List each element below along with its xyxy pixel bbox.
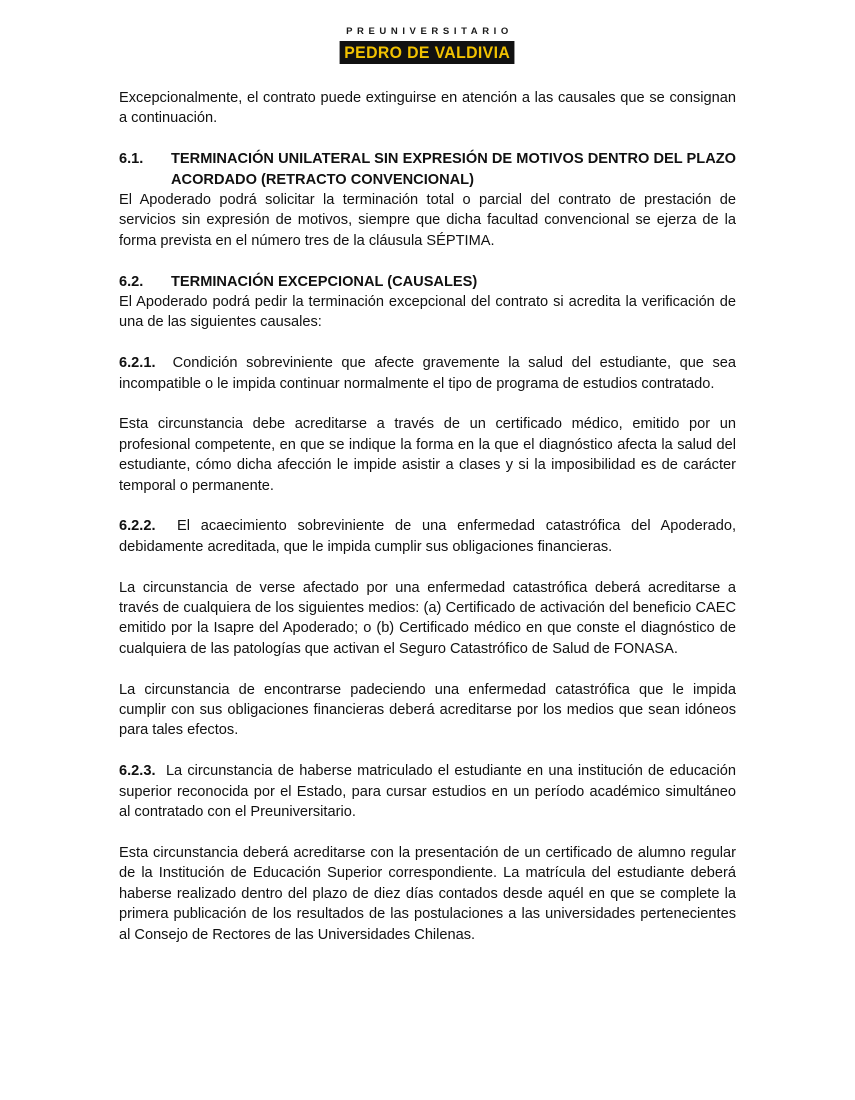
- section-6-2-number: 6.2.: [119, 273, 144, 290]
- logo-top-text: PREUNIVERSITARIO: [346, 26, 513, 37]
- intro-paragraph: Excepcionalmente, el contrato puede extinguirse en atención a las causales que se consignan a continuación.: [119, 90, 736, 127]
- section-6-2-3-number: 6.2.3.: [119, 763, 156, 780]
- section-6-2-2-text: El acaecimiento sobreviniente de una enfermedad catastrófica del Apoderado, debidamente acreditada, que le impida cumplir sus obligaciones financieras.: [119, 518, 736, 555]
- section-6-1-heading: [119, 149, 736, 190]
- section-6-2-1-text: Condición sobreviniente que afecte gravemente la salud del estudiante, que sea incompatible o le impida continuar normalmente el tipo de programa de estudios contratado.: [119, 355, 737, 392]
- section-6-2-heading: [119, 272, 736, 292]
- section-6-2-2-evidence: La circunstancia de verse afectado por una enfermedad catastrófica deberá acreditarse a través de cualquiera de los siguientes medios: (a) Certificado de activación del beneficio CAEC emitido por la Isapre del Apoderado; o (b) Certificado médico en que conste el diagnóstico de cualquiera de las patologías que activan el Seguro Catastrófico de Salud de FONASA.: [119, 579, 736, 657]
- logo-main-text: PEDRO DE VALDIVIA: [340, 41, 515, 64]
- section-6-1-body: El Apoderado podrá solicitar la terminación total o parcial del contrato de prestación de servicios sin expresión de motivos, siempre que dicha facultad convencional se ejerza de la forma prevista en el número tres de la cláusula SÉPTIMA.: [119, 192, 736, 249]
- section-6-2-1-number: 6.2.1.: [119, 355, 156, 372]
- section-6-2-3-text: La circunstancia de haberse matriculado el estudiante en una institución de educación superior reconocida por el Estado, para cursar estudios en un período académico simultáneo al contratado con el Preuniversitario.: [119, 763, 736, 821]
- section-6-2-2-means: La circunstancia de encontrarse padeciendo una enfermedad catastrófica que le impida cumplir con sus obligaciones financieras deberá acreditarse por los medios que sean idóneos para tales efectos.: [119, 681, 736, 739]
- section-6-2-title: TERMINACIÓN EXCEPCIONAL (CAUSALES): [171, 273, 478, 290]
- section-6-2-2-number: 6.2.2.: [119, 518, 156, 535]
- section-6-1-number: 6.1.: [119, 151, 144, 168]
- section-6-1-title: TERMINACIÓN UNILATERAL SIN EXPRESIÓN DE MOTIVOS DENTRO DEL PLAZO ACORDADO (RETRACTO CONVENCIONAL): [171, 151, 736, 188]
- section-6-2-1-paragraph: [119, 353, 736, 394]
- section-6-2-body: El Apoderado podrá pedir la terminación excepcional del contrato si acredita la verificación de una de las siguientes causales:: [119, 294, 736, 331]
- brand-logo: [0, 26, 855, 64]
- section-6-2-1-evidence: Esta circunstancia debe acreditarse a través de un certificado médico, emitido por un profesional competente, en que se indique la forma en la que el diagnóstico afecta la salud del estudiante, cómo dicha afección le impide asistir a clases y si la imposibilidad es de carácter temporal o permanente.: [119, 416, 736, 494]
- section-6-2-3-paragraph: [119, 761, 736, 822]
- document-body: [119, 88, 736, 965]
- section-6-2-2-paragraph: [119, 516, 736, 557]
- section-6-2-3-evidence: Esta circunstancia deberá acreditarse con la presentación de un certificado de alumno regular de la Institución de Educación Superior correspondiente. La matrícula del estudiante deberá haberse realizado dentro del plazo de diez días contados desde aquél en que se complete la primera publicación de los resultados de las postulaciones a las universidades pertenecientes al Consejo de Rectores de las Universidades Chilenas.: [119, 844, 736, 943]
